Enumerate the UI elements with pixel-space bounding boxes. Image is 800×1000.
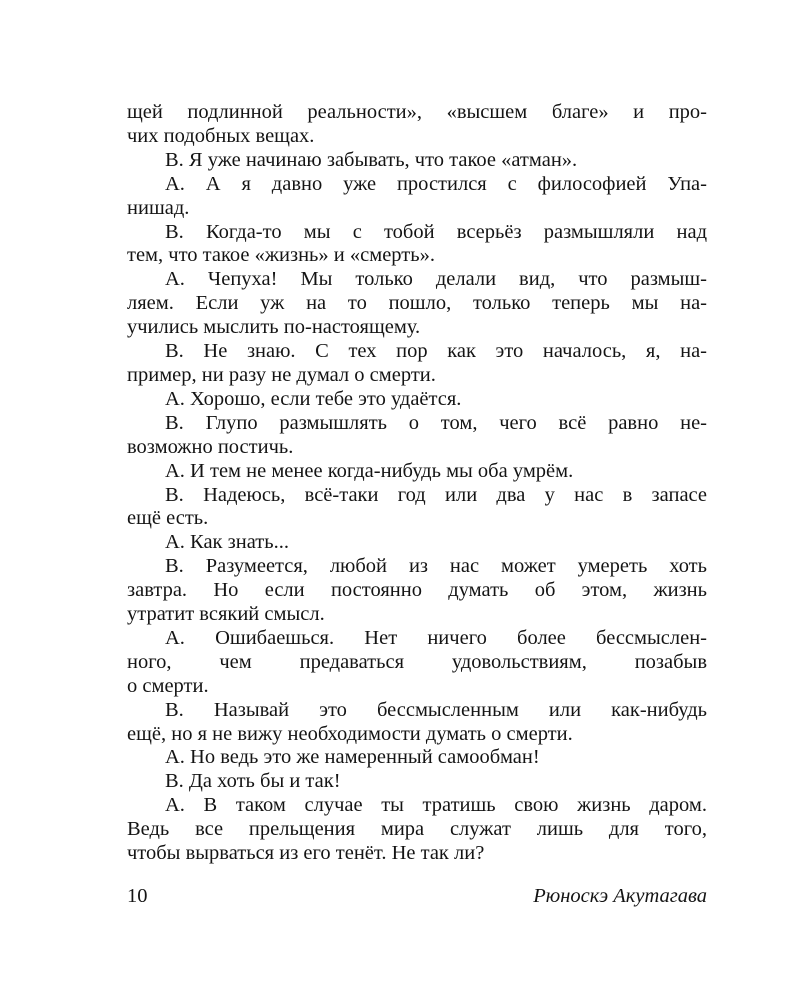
- paragraph: [127, 460, 707, 484]
- text-line: ного, чем предаваться удовольствиям, позабыв: [127, 650, 707, 673]
- paragraph: [127, 221, 707, 269]
- text-line: чтобы вырваться из его тенёт. Не так ли?: [127, 842, 485, 865]
- text-line: В. Называй это бессмысленным или как-нибудь: [165, 698, 707, 721]
- paragraph: [127, 627, 707, 699]
- text-line: В. Когда-то мы с тобой всерьёз размышляли над: [165, 220, 707, 243]
- paragraph: [127, 746, 707, 770]
- text-line: ещё, но я не вижу необходимости думать о смерти.: [127, 722, 573, 745]
- text-line: о смерти.: [127, 674, 209, 697]
- text-line: В. Разумеется, любой из нас может умереть хоть: [165, 555, 707, 578]
- text-line: В. Да хоть бы и так!: [165, 770, 341, 793]
- paragraph: [127, 340, 707, 388]
- text-line: учились мыслить по-настоящему.: [127, 316, 421, 339]
- text-line: ещё есть.: [127, 507, 209, 530]
- page-body-text: [127, 101, 707, 866]
- text-line: А. А я давно уже простился с философией Упа-: [165, 172, 707, 195]
- page-number: 10: [127, 885, 148, 907]
- text-line: А. И тем не менее когда-нибудь мы оба умрём.: [165, 459, 574, 482]
- text-line: завтра. Но если постоянно думать об этом, жизнь: [127, 579, 707, 602]
- text-line: пример, ни разу не думал о смерти.: [127, 363, 436, 386]
- text-line: чих подобных вещах.: [127, 124, 315, 147]
- text-line: А. Ошибаешься. Нет ничего более бессмыслен-: [165, 626, 707, 649]
- paragraph: [127, 484, 707, 532]
- paragraph: [127, 388, 707, 412]
- text-line: А. Как знать...: [165, 531, 289, 554]
- text-line: В. Надеюсь, всё-таки год или два у нас в запасе: [165, 483, 707, 506]
- paragraph: [127, 770, 707, 794]
- running-title: Рюноскэ Акутагава: [533, 885, 707, 907]
- paragraph: [127, 412, 707, 460]
- text-line: В. Не знаю. С тех пор как это началось, я, на-: [165, 340, 707, 363]
- paragraph: [127, 531, 707, 555]
- paragraph: [127, 794, 707, 866]
- paragraph: [127, 555, 707, 627]
- text-line: тем, что такое «жизнь» и «смерть».: [127, 244, 435, 267]
- text-line: А. Но ведь это же намеренный самообман!: [165, 746, 540, 769]
- paragraph: [127, 699, 707, 747]
- text-line: А. Чепуха! Мы только делали вид, что размыш-: [165, 268, 707, 291]
- text-line: А. В таком случае ты тратишь свою жизнь даром.: [165, 794, 707, 817]
- text-line: В. Я уже начинаю забывать, что такое «атман».: [165, 148, 578, 171]
- text-line: Ведь все прельщения мира служат лишь для того,: [127, 818, 707, 841]
- text-line: А. Хорошо, если тебе это удаётся.: [165, 387, 462, 410]
- text-line: щей подлинной реальности», «высшем благе» и про-: [127, 101, 707, 123]
- paragraph: [127, 149, 707, 173]
- text-line: ляем. Если уж на то пошло, только теперь мы на-: [127, 292, 707, 315]
- text-line: возможно постичь.: [127, 435, 294, 458]
- text-line: В. Глупо размышлять о том, чего всё равно не-: [165, 411, 707, 434]
- paragraph: [127, 101, 707, 149]
- text-line: нишад.: [127, 196, 190, 219]
- paragraph: [127, 173, 707, 221]
- paragraph: [127, 268, 707, 340]
- text-line: утратит всякий смысл.: [127, 603, 325, 626]
